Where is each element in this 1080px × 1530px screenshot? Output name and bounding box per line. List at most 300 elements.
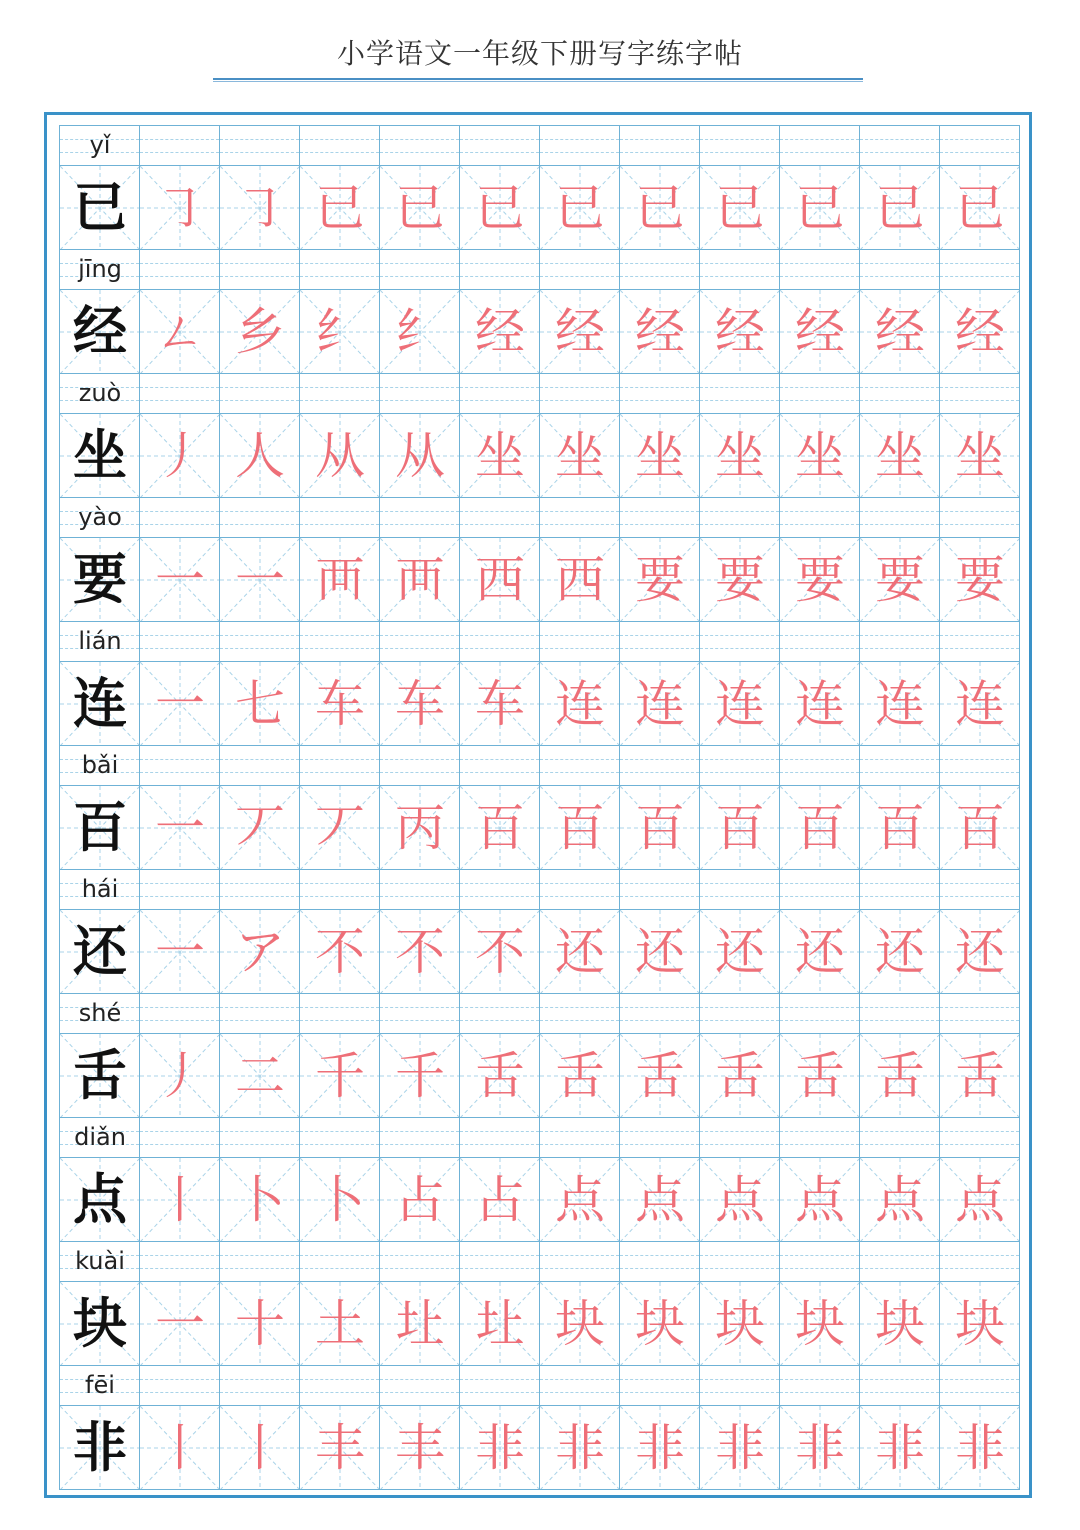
model-character-cell — [59, 1033, 139, 1117]
stroke-step: 已 — [315, 179, 365, 237]
pinyin-cell[interactable] — [539, 373, 619, 413]
pinyin-cell[interactable] — [779, 1241, 859, 1281]
stroke-order-cell[interactable] — [619, 289, 699, 373]
pinyin-band — [59, 869, 1019, 909]
pinyin-cell[interactable] — [619, 249, 699, 289]
pinyin-cell[interactable] — [139, 125, 219, 165]
stroke-step: 一 — [155, 799, 205, 857]
stroke-order-cell[interactable] — [859, 909, 939, 993]
stroke-order-cell[interactable] — [619, 1033, 699, 1117]
stroke-order-cell[interactable] — [699, 289, 779, 373]
stroke-step: 连 — [875, 675, 925, 733]
stroke-order-cell[interactable] — [219, 537, 299, 621]
pinyin-cell[interactable] — [939, 249, 1019, 289]
stroke-step: 一 — [235, 551, 285, 609]
stroke-order-cell[interactable] — [619, 909, 699, 993]
pinyin-cell[interactable] — [379, 869, 459, 909]
pinyin-cell[interactable] — [699, 249, 779, 289]
stroke-order-cell[interactable] — [859, 413, 939, 497]
pinyin-cell[interactable] — [939, 1365, 1019, 1405]
pinyin-cell[interactable] — [619, 869, 699, 909]
pinyin-cell[interactable] — [859, 1365, 939, 1405]
pinyin-cell[interactable] — [539, 249, 619, 289]
pinyin-cell[interactable] — [379, 497, 459, 537]
pinyin-cell[interactable] — [219, 497, 299, 537]
pinyin-cell[interactable] — [699, 497, 779, 537]
stroke-order-cell[interactable] — [379, 165, 459, 249]
pinyin-cell[interactable] — [699, 1365, 779, 1405]
pinyin-cell[interactable] — [379, 373, 459, 413]
stroke-order-cell[interactable] — [859, 289, 939, 373]
stroke-step: 坐 — [475, 427, 525, 485]
stroke-order-cell[interactable] — [379, 1033, 459, 1117]
stroke-order-cell[interactable] — [299, 661, 379, 745]
pinyin-cell[interactable] — [779, 373, 859, 413]
stroke-order-cell[interactable] — [539, 1033, 619, 1117]
stroke-order-cell[interactable] — [539, 909, 619, 993]
stroke-order-cell[interactable] — [299, 1405, 379, 1489]
pinyin-cell[interactable] — [779, 497, 859, 537]
pinyin-cell[interactable] — [299, 1365, 379, 1405]
pinyin-cell[interactable] — [539, 1241, 619, 1281]
pinyin-cell[interactable] — [539, 125, 619, 165]
stroke-order-cell[interactable] — [219, 1281, 299, 1365]
pinyin-cell[interactable] — [299, 745, 379, 785]
pinyin-cell[interactable] — [939, 745, 1019, 785]
stroke-order-cell[interactable] — [539, 413, 619, 497]
stroke-step: 舌 — [795, 1047, 845, 1105]
stroke-order-cell[interactable] — [699, 165, 779, 249]
stroke-step: 块 — [635, 1295, 685, 1353]
stroke-order-cell[interactable] — [139, 289, 219, 373]
stroke-step: 还 — [635, 923, 685, 981]
pinyin-cell[interactable] — [939, 125, 1019, 165]
stroke-order-cell[interactable] — [779, 537, 859, 621]
stroke-order-cell[interactable] — [939, 165, 1019, 249]
stroke-order-cell[interactable] — [219, 1157, 299, 1241]
stroke-order-cell[interactable] — [859, 537, 939, 621]
stroke-order-cell[interactable] — [539, 1281, 619, 1365]
pinyin-cell[interactable] — [539, 621, 619, 661]
stroke-order-cell[interactable] — [779, 165, 859, 249]
stroke-step: 七 — [235, 675, 285, 733]
stroke-order-cell[interactable] — [699, 1281, 779, 1365]
stroke-order-cell[interactable] — [139, 1281, 219, 1365]
pinyin-cell[interactable] — [299, 373, 379, 413]
stroke-order-cell[interactable] — [299, 909, 379, 993]
pinyin-cell[interactable] — [619, 1117, 699, 1157]
stroke-order-cell[interactable] — [219, 661, 299, 745]
stroke-order-cell[interactable] — [939, 1033, 1019, 1117]
stroke-step: 还 — [955, 923, 1005, 981]
stroke-order-cell[interactable] — [859, 661, 939, 745]
stroke-order-cell[interactable] — [939, 1405, 1019, 1489]
stroke-order-cell[interactable] — [219, 289, 299, 373]
stroke-order-cell[interactable] — [539, 1157, 619, 1241]
pinyin-cell[interactable] — [459, 621, 539, 661]
pinyin-cell[interactable] — [539, 1365, 619, 1405]
pinyin-cell[interactable] — [139, 993, 219, 1033]
pinyin-cell[interactable] — [219, 1365, 299, 1405]
stroke-step: 不 — [315, 923, 365, 981]
pinyin-cell[interactable] — [619, 1241, 699, 1281]
stroke-order-cell[interactable] — [699, 537, 779, 621]
pinyin-cell[interactable] — [859, 497, 939, 537]
model-character-cell — [59, 785, 139, 869]
pinyin-label: fēi — [85, 1371, 115, 1399]
pinyin-cell[interactable] — [859, 125, 939, 165]
practice-row — [59, 249, 1019, 373]
stroke-order-cell[interactable] — [459, 1405, 539, 1489]
pinyin-cell[interactable] — [379, 993, 459, 1033]
stroke-order-cell[interactable] — [139, 1405, 219, 1489]
stroke-order-cell[interactable] — [939, 785, 1019, 869]
stroke-order-cell[interactable] — [379, 289, 459, 373]
stroke-order-cell[interactable] — [699, 1157, 779, 1241]
stroke-step: 舌 — [875, 1047, 925, 1105]
stroke-order-cell[interactable] — [139, 1157, 219, 1241]
stroke-step: 点 — [795, 1171, 845, 1229]
stroke-order-cell[interactable] — [459, 289, 539, 373]
stroke-order-cell[interactable] — [219, 909, 299, 993]
stroke-step: 纟 — [315, 303, 365, 361]
pinyin-cell[interactable] — [779, 125, 859, 165]
stroke-step: 点 — [635, 1171, 685, 1229]
pinyin-cell[interactable] — [619, 125, 699, 165]
stroke-order-cell[interactable] — [139, 1033, 219, 1117]
stroke-order-cell[interactable] — [939, 1281, 1019, 1365]
stroke-step: 已 — [395, 179, 445, 237]
pinyin-band — [59, 993, 1019, 1033]
stroke-order-cell[interactable] — [779, 909, 859, 993]
pinyin-cell[interactable] — [219, 869, 299, 909]
stroke-step: 千 — [395, 1047, 445, 1105]
stroke-step: 经 — [715, 303, 765, 361]
stroke-order-cell[interactable] — [219, 165, 299, 249]
pinyin-cell[interactable] — [779, 993, 859, 1033]
pinyin-cell[interactable] — [539, 869, 619, 909]
pinyin-cell[interactable] — [459, 1117, 539, 1157]
pinyin-cell[interactable] — [139, 497, 219, 537]
stroke-step: 襾 — [395, 551, 445, 609]
model-character: 经 — [73, 300, 127, 363]
pinyin-cell[interactable] — [939, 497, 1019, 537]
stroke-order-cell[interactable] — [859, 785, 939, 869]
pinyin-cell[interactable] — [379, 249, 459, 289]
pinyin-cell[interactable] — [139, 1365, 219, 1405]
stroke-order-cell[interactable] — [139, 661, 219, 745]
stroke-order-cell[interactable] — [939, 909, 1019, 993]
pinyin-cell[interactable] — [859, 993, 939, 1033]
stroke-order-cell[interactable] — [219, 1033, 299, 1117]
pinyin-cell[interactable] — [859, 621, 939, 661]
stroke-step: 西 — [555, 551, 605, 609]
stroke-step: 经 — [875, 303, 925, 361]
pinyin-cell[interactable] — [459, 373, 539, 413]
stroke-order-cell[interactable] — [299, 289, 379, 373]
pinyin-cell[interactable] — [779, 1117, 859, 1157]
pinyin-cell[interactable] — [139, 745, 219, 785]
pinyin-cell[interactable] — [699, 1117, 779, 1157]
pinyin-cell[interactable] — [139, 1117, 219, 1157]
stroke-order-cell[interactable] — [459, 413, 539, 497]
stroke-order-cell[interactable] — [379, 537, 459, 621]
stroke-order-cell[interactable] — [299, 785, 379, 869]
stroke-order-cell[interactable] — [619, 165, 699, 249]
pinyin-cell[interactable] — [779, 621, 859, 661]
stroke-order-cell[interactable] — [299, 537, 379, 621]
stroke-order-cell[interactable] — [459, 165, 539, 249]
pinyin-cell[interactable] — [219, 1241, 299, 1281]
model-character-cell — [59, 537, 139, 621]
stroke-order-cell[interactable] — [139, 909, 219, 993]
stroke-order-cell[interactable] — [539, 661, 619, 745]
stroke-step: 舌 — [555, 1047, 605, 1105]
pinyin-cell[interactable] — [299, 249, 379, 289]
pinyin-band — [59, 497, 1019, 537]
stroke-order-cell[interactable] — [539, 289, 619, 373]
pinyin-cell[interactable] — [459, 1241, 539, 1281]
pinyin-cell[interactable] — [379, 745, 459, 785]
stroke-step: 百 — [955, 799, 1005, 857]
stroke-order-cell[interactable] — [699, 661, 779, 745]
stroke-order-cell[interactable] — [619, 413, 699, 497]
stroke-order-cell[interactable] — [619, 1405, 699, 1489]
stroke-order-cell[interactable] — [539, 165, 619, 249]
pinyin-cell[interactable] — [699, 373, 779, 413]
stroke-order-cell[interactable] — [779, 1157, 859, 1241]
stroke-order-cell[interactable] — [459, 1157, 539, 1241]
stroke-step: 一 — [155, 675, 205, 733]
pinyin-cell[interactable] — [219, 1117, 299, 1157]
pinyin-cell[interactable] — [459, 869, 539, 909]
pinyin-cell[interactable] — [939, 1241, 1019, 1281]
pinyin-cell[interactable] — [299, 125, 379, 165]
stroke-order-cell[interactable] — [459, 909, 539, 993]
stroke-order-cell[interactable] — [779, 661, 859, 745]
stroke-order-cell[interactable] — [219, 785, 299, 869]
stroke-order-cell[interactable] — [779, 785, 859, 869]
pinyin-cell[interactable] — [699, 869, 779, 909]
stroke-order-cell[interactable] — [299, 413, 379, 497]
stroke-order-cell[interactable] — [379, 413, 459, 497]
stroke-order-cell[interactable] — [139, 785, 219, 869]
stroke-order-cell[interactable] — [859, 1157, 939, 1241]
stroke-order-cell[interactable] — [379, 1157, 459, 1241]
stroke-order-cell[interactable] — [139, 413, 219, 497]
stroke-step: 十 — [235, 1295, 285, 1353]
pinyin-cell[interactable] — [459, 497, 539, 537]
pinyin-cell[interactable] — [219, 745, 299, 785]
stroke-order-cell[interactable] — [379, 909, 459, 993]
stroke-order-cell[interactable] — [379, 785, 459, 869]
stroke-order-cell[interactable] — [539, 785, 619, 869]
pinyin-cell[interactable] — [859, 1241, 939, 1281]
pinyin-cell[interactable] — [219, 373, 299, 413]
stroke-order-cell[interactable] — [619, 1281, 699, 1365]
practice-row — [59, 993, 1019, 1117]
pinyin-cell[interactable] — [779, 1365, 859, 1405]
pinyin-cell[interactable] — [139, 1241, 219, 1281]
stroke-order-cell[interactable] — [299, 165, 379, 249]
stroke-order-cell[interactable] — [939, 661, 1019, 745]
stroke-step: 已 — [475, 179, 525, 237]
pinyin-cell[interactable] — [939, 621, 1019, 661]
pinyin-cell[interactable] — [299, 993, 379, 1033]
pinyin-cell[interactable] — [699, 745, 779, 785]
stroke-order-cell[interactable] — [219, 413, 299, 497]
pinyin-cell[interactable] — [939, 869, 1019, 909]
pinyin-cell[interactable] — [379, 621, 459, 661]
stroke-order-cell[interactable] — [779, 413, 859, 497]
practice-row — [59, 1241, 1019, 1365]
stroke-step: 坐 — [955, 427, 1005, 485]
pinyin-cell[interactable] — [379, 1241, 459, 1281]
stroke-step: 从 — [395, 427, 445, 485]
stroke-order-cell[interactable] — [699, 413, 779, 497]
stroke-step: 卜 — [315, 1171, 365, 1229]
pinyin-cell[interactable] — [219, 125, 299, 165]
model-character-cell — [59, 1157, 139, 1241]
stroke-order-cell[interactable] — [539, 537, 619, 621]
pinyin-cell[interactable] — [859, 249, 939, 289]
stroke-order-cell[interactable] — [779, 1033, 859, 1117]
pinyin-cell[interactable] — [459, 745, 539, 785]
pinyin-cell[interactable] — [139, 249, 219, 289]
stroke-order-cell[interactable] — [779, 1405, 859, 1489]
stroke-step: 坐 — [635, 427, 685, 485]
stroke-order-cell[interactable] — [459, 785, 539, 869]
stroke-order-cell[interactable] — [619, 661, 699, 745]
practice-row — [59, 1117, 1019, 1241]
pinyin-cell[interactable] — [459, 993, 539, 1033]
pinyin-cell[interactable] — [939, 373, 1019, 413]
pinyin-cell[interactable] — [859, 745, 939, 785]
stroke-order-cell[interactable] — [859, 1281, 939, 1365]
stroke-step: 丨 — [155, 1171, 205, 1229]
pinyin-cell[interactable] — [619, 373, 699, 413]
stroke-order-cell[interactable] — [379, 1281, 459, 1365]
pinyin-cell[interactable] — [539, 497, 619, 537]
pinyin-label: hái — [81, 875, 119, 903]
stroke-order-cell[interactable] — [779, 289, 859, 373]
pinyin-cell[interactable] — [379, 125, 459, 165]
stroke-step: 舌 — [715, 1047, 765, 1105]
pinyin-cell[interactable] — [299, 621, 379, 661]
pinyin-cell[interactable] — [619, 993, 699, 1033]
stroke-order-cell[interactable] — [459, 661, 539, 745]
stroke-order-cell[interactable] — [859, 165, 939, 249]
pinyin-cell[interactable] — [619, 1365, 699, 1405]
pinyin-cell[interactable] — [379, 1117, 459, 1157]
pinyin-cell[interactable] — [699, 125, 779, 165]
stroke-order-cell[interactable] — [459, 1281, 539, 1365]
stroke-step: 西 — [475, 551, 525, 609]
practice-row — [59, 621, 1019, 745]
pinyin-cell[interactable] — [459, 1365, 539, 1405]
stroke-order-cell[interactable] — [619, 1157, 699, 1241]
pinyin-cell[interactable] — [779, 745, 859, 785]
stroke-order-cell[interactable] — [299, 1157, 379, 1241]
pinyin-cell[interactable] — [779, 249, 859, 289]
stroke-order-cell[interactable] — [379, 661, 459, 745]
pinyin-cell[interactable] — [299, 1117, 379, 1157]
pinyin-cell[interactable] — [939, 1117, 1019, 1157]
pinyin-cell[interactable] — [459, 125, 539, 165]
pinyin-cell[interactable] — [699, 621, 779, 661]
model-character: 点 — [73, 1168, 127, 1231]
pinyin-cell[interactable] — [699, 1241, 779, 1281]
pinyin-cell[interactable] — [859, 1117, 939, 1157]
stroke-order-cell[interactable] — [779, 1281, 859, 1365]
model-character-cell — [59, 289, 139, 373]
stroke-order-cell[interactable] — [379, 1405, 459, 1489]
pinyin-cell[interactable] — [539, 745, 619, 785]
pinyin-cell[interactable] — [219, 993, 299, 1033]
pinyin-cell[interactable] — [939, 993, 1019, 1033]
pinyin-cell[interactable] — [139, 869, 219, 909]
stroke-order-cell[interactable] — [939, 1157, 1019, 1241]
title-underline — [213, 78, 863, 82]
pinyin-cell[interactable] — [539, 993, 619, 1033]
pinyin-cell[interactable] — [619, 621, 699, 661]
pinyin-cell[interactable] — [859, 869, 939, 909]
stroke-order-cell[interactable] — [139, 165, 219, 249]
stroke-order-cell[interactable] — [619, 537, 699, 621]
stroke-order-cell[interactable] — [939, 537, 1019, 621]
pinyin-cell[interactable] — [299, 1241, 379, 1281]
model-character: 舌 — [73, 1044, 127, 1107]
stroke-step: 经 — [475, 303, 525, 361]
stroke-order-cell[interactable] — [299, 1033, 379, 1117]
stroke-order-cell[interactable] — [299, 1281, 379, 1365]
pinyin-cell[interactable] — [459, 249, 539, 289]
stroke-order-cell[interactable] — [139, 537, 219, 621]
stroke-order-cell[interactable] — [939, 289, 1019, 373]
pinyin-cell[interactable] — [379, 1365, 459, 1405]
stroke-step: 非 — [715, 1419, 765, 1477]
stroke-order-cell[interactable] — [859, 1405, 939, 1489]
stroke-order-cell[interactable] — [859, 1033, 939, 1117]
pinyin-cell[interactable] — [619, 745, 699, 785]
stroke-order-cell[interactable] — [699, 1033, 779, 1117]
stroke-order-cell[interactable] — [459, 1033, 539, 1117]
pinyin-cell[interactable] — [299, 869, 379, 909]
stroke-order-cell[interactable] — [619, 785, 699, 869]
pinyin-cell[interactable] — [139, 621, 219, 661]
stroke-order-cell[interactable] — [459, 537, 539, 621]
model-character-cell — [59, 661, 139, 745]
stroke-step: 块 — [955, 1295, 1005, 1353]
stroke-order-cell[interactable] — [699, 785, 779, 869]
stroke-step: 经 — [635, 303, 685, 361]
stroke-order-cell[interactable] — [699, 909, 779, 993]
stroke-order-cell[interactable] — [539, 1405, 619, 1489]
pinyin-cell[interactable] — [219, 621, 299, 661]
pinyin-cell[interactable] — [859, 373, 939, 413]
pinyin-cell[interactable] — [619, 497, 699, 537]
pinyin-cell[interactable] — [699, 993, 779, 1033]
pinyin-cell[interactable] — [299, 497, 379, 537]
stroke-order-cell[interactable] — [699, 1405, 779, 1489]
pinyin-cell[interactable] — [139, 373, 219, 413]
pinyin-cell[interactable] — [219, 249, 299, 289]
pinyin-band — [59, 1365, 1019, 1405]
stroke-order-cell[interactable] — [939, 413, 1019, 497]
pinyin-cell[interactable] — [779, 869, 859, 909]
pinyin-cell[interactable] — [539, 1117, 619, 1157]
stroke-order-cell[interactable] — [219, 1405, 299, 1489]
